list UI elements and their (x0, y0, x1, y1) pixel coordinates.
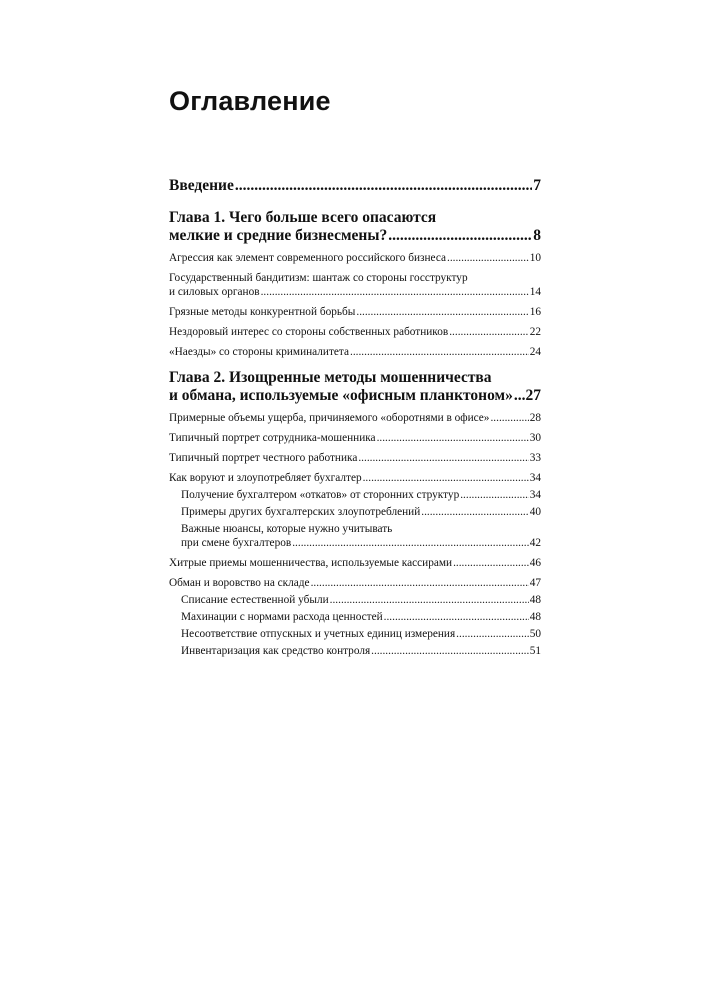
toc-section-page: 46 (529, 557, 541, 569)
dot-leader (421, 505, 528, 519)
toc-section-page: 22 (529, 326, 541, 338)
toc-section-label: Типичный портрет честного работника (169, 452, 358, 464)
toc-entry-label: Введение (169, 177, 234, 194)
toc-section[interactable] (169, 325, 541, 339)
toc-section[interactable] (169, 556, 541, 570)
toc-section[interactable] (169, 411, 541, 425)
toc-section-label-line1: Государственный бандитизм: шантаж со стороны госструктур (169, 272, 468, 284)
toc-section-page: 47 (529, 577, 541, 589)
toc-section-page: 30 (529, 432, 541, 444)
dot-leader (460, 488, 528, 502)
dot-leader (363, 471, 529, 485)
toc-section-label: Инвентаризация как средство контроля (181, 645, 371, 657)
toc-section-label-line1: Важные нюансы, которые нужно учитывать (181, 523, 393, 535)
dot-leader (453, 556, 529, 570)
toc-section-page: 48 (529, 611, 541, 623)
toc-section-page: 34 (529, 472, 541, 484)
toc-chapter-1[interactable] (169, 209, 541, 245)
toc-section[interactable] (169, 345, 541, 359)
toc-section-label: Как воруют и злоупотребляет бухгалтер (169, 472, 362, 484)
dot-leader (330, 593, 529, 607)
toc-section-page: 51 (529, 645, 541, 657)
toc-section-label: при смене бухгалтеров (181, 537, 292, 549)
dot-leader (350, 345, 529, 359)
dot-leader (384, 610, 529, 624)
dot-leader (356, 305, 528, 319)
toc-section-page: 28 (529, 412, 541, 424)
toc-section-label: Примерные объемы ущерба, причиняемого «оборотнями в офисе» (169, 412, 490, 424)
toc-section[interactable] (169, 305, 541, 319)
toc-section-label: Агрессия как элемент современного российского бизнеса (169, 252, 446, 264)
dot-leader (292, 536, 528, 550)
toc-section-label: Нездоровый интерес со стороны собственных работников (169, 326, 449, 338)
toc-entry-intro[interactable] (169, 177, 541, 195)
toc-section-label: Типичный портрет сотрудника-мошенника (169, 432, 376, 444)
dot-leader (358, 451, 528, 465)
toc-section[interactable] (169, 451, 541, 465)
toc-subsection[interactable] (169, 593, 541, 607)
toc-section-page: 42 (529, 537, 541, 549)
toc-section-page: 40 (529, 506, 541, 518)
toc-section-label: Несоответствие отпускных и учетных единиц измерения (181, 628, 456, 640)
toc-subsection[interactable] (169, 644, 541, 658)
toc-section[interactable] (169, 251, 541, 265)
dot-leader (490, 411, 528, 425)
dot-leader (261, 285, 529, 299)
toc-section-page: 14 (529, 286, 541, 298)
chapter-title-line2: и обмана, используемые «офисным планктоном» (169, 387, 513, 404)
toc-subsection[interactable] (169, 522, 541, 550)
toc-chapter-2[interactable] (169, 369, 541, 405)
toc-section-label: Списание естественной убыли (181, 594, 329, 606)
toc-subsection[interactable] (169, 610, 541, 624)
chapter-title-line1: Глава 2. Изощренные методы мошенничества (169, 369, 492, 386)
dot-leader (311, 576, 529, 590)
toc-entry-page: 27 (525, 387, 541, 404)
toc-section[interactable] (169, 271, 541, 299)
toc-section-page: 33 (529, 452, 541, 464)
toc-subsection[interactable] (169, 488, 541, 502)
toc-section-label: Получение бухгалтером «откатов» от сторонних структур (181, 489, 460, 501)
toc-entry-page: 8 (533, 227, 541, 244)
dot-leader (449, 325, 528, 339)
toc-section[interactable] (169, 431, 541, 445)
toc-section-page: 34 (529, 489, 541, 501)
toc-section-page: 50 (529, 628, 541, 640)
toc-section-page: 10 (529, 252, 541, 264)
toc-section[interactable] (169, 576, 541, 590)
chapter-title-line2: мелкие и средние бизнесмены? (169, 227, 388, 244)
toc-section-label: Грязные методы конкурентной борьбы (169, 306, 356, 318)
dot-leader (377, 431, 529, 445)
dot-leader (388, 227, 532, 245)
toc-section-label: Махинации с нормами расхода ценностей (181, 611, 383, 623)
toc-section-label: Примеры других бухгалтерских злоупотреблений (181, 506, 421, 518)
chapter-title-line1: Глава 1. Чего больше всего опасаются (169, 209, 437, 226)
toc-subsection[interactable] (169, 505, 541, 519)
page-title: Оглавление (169, 86, 331, 116)
dot-leader (235, 177, 532, 195)
toc-subsection[interactable] (169, 627, 541, 641)
toc-section-page: 16 (529, 306, 541, 318)
toc-section-label: Хитрые приемы мошенничества, используемые кассирами (169, 557, 453, 569)
dot-leader (447, 251, 529, 265)
table-of-contents (169, 177, 541, 658)
dot-leader (456, 627, 529, 641)
dot-leader (371, 644, 529, 658)
toc-section-label: Обман и воровство на складе (169, 577, 310, 589)
toc-section-page: 48 (529, 594, 541, 606)
dot-leader (514, 387, 525, 405)
toc-entry-page: 7 (533, 177, 541, 194)
toc-section-label: «Наезды» со стороны криминалитета (169, 346, 349, 358)
toc-section-page: 24 (529, 346, 541, 358)
toc-section-label: и силовых органов (169, 286, 260, 298)
toc-section[interactable] (169, 471, 541, 485)
